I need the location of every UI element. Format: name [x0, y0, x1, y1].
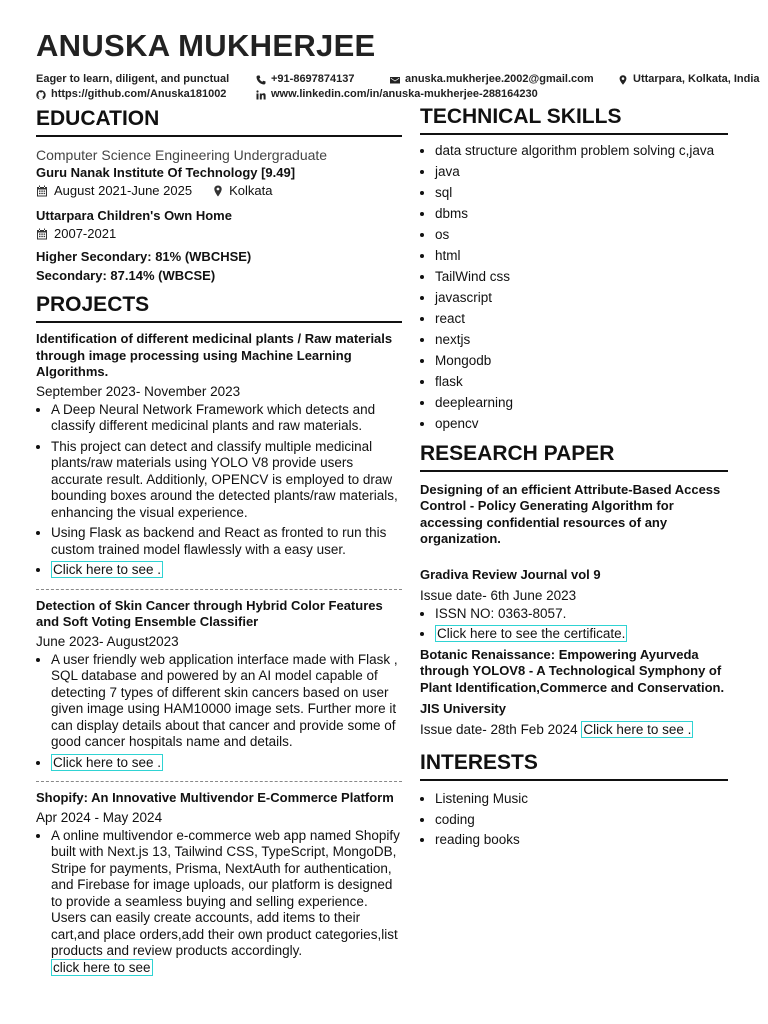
list-item: • coding: [435, 812, 728, 829]
left-column: [36, 106, 402, 984]
degree: Computer Science Engineering Undergraduate: [36, 147, 328, 163]
project-title: Shopify: An Innovative Multivendor E-Commerce Platform: [36, 790, 394, 805]
calendar-icon: [36, 185, 48, 197]
contact-block: [36, 72, 760, 104]
map-pin-icon: [618, 75, 628, 85]
skills-section: [420, 104, 728, 433]
paper-issue-date: Issue date- 28th Feb 2024 Click here to see .: [420, 722, 692, 737]
paper-link[interactable]: Click here to see .: [583, 722, 692, 737]
paper-journal: Gradiva Review Journal vol 9: [420, 566, 601, 582]
location: Uttarpara, Kolkata, India: [618, 72, 760, 87]
paper-title: Designing of an efficient Attribute-Based Access Control - Policy Generating Algorithm for accessing confidential resources of any organization.: [420, 481, 721, 546]
list-item: [435, 626, 728, 643]
divider: [36, 781, 402, 782]
project-link[interactable]: click here to see: [53, 959, 151, 975]
resume-page: [36, 24, 760, 975]
education-section: [36, 106, 402, 284]
school-name: Uttarpara Children's Own Home: [36, 208, 232, 223]
list-item: • html: [435, 248, 728, 265]
list-item: • A online multivendor e-commerce web app named Shopify built with Next.js 13, Tailwind CSS, TypeScript, MongoDB, Stripe for payments, Prisma, NextAuth for authentication, and Firebase for image uploads, our platform is designed to provide a seamless buying and selling experience. Users can easily create accounts, add items to their cart,and place orders,add their own product categories,list products and review products accordingly. click here to see: [51, 828, 402, 977]
education-heading: EDUCATION: [36, 106, 402, 137]
research-heading: RESEARCH PAPER: [420, 441, 728, 472]
college-name: Guru Nanak Institute Of Technology [9.49]: [36, 165, 296, 180]
list-item: • data structure algorithm problem solving c,java: [435, 143, 728, 160]
list-item: • Mongodb: [435, 353, 728, 370]
candidate-name: ANUSKA MUKHERJEE: [36, 28, 376, 63]
project-date: June 2023- August2023: [36, 633, 179, 649]
paper-title: Botanic Renaissance: Empowering Ayurveda through YOLOV8 - A Technological Symphony of Plant Identification,Commerce and Conservation.: [420, 646, 725, 695]
github-link[interactable]: https://github.com/Anuska181002: [36, 87, 226, 102]
linkedin-icon: [256, 90, 266, 100]
project-bullets: [36, 402, 402, 579]
higher-secondary: Higher Secondary: 81% (WBCHSE): [36, 249, 252, 264]
phone[interactable]: +91-8697874137: [256, 72, 355, 87]
project-item: [36, 790, 402, 976]
list-item: • dbms: [435, 206, 728, 223]
project-date: Apr 2024 - May 2024: [36, 809, 163, 825]
college-meta: August 2021-June 2025 Kolkata: [36, 181, 402, 201]
list-item: • ISSN NO: 0363-8057.: [435, 606, 728, 623]
project-link[interactable]: Click here to see .: [53, 754, 162, 770]
project-item: [36, 331, 402, 579]
project-bullets: [36, 652, 402, 772]
list-item: • deeplearning: [435, 395, 728, 412]
list-item: • reading books: [435, 832, 728, 849]
list-item: • sql: [435, 185, 728, 202]
skills-list: [420, 143, 728, 433]
linkedin-link[interactable]: www.linkedin.com/in/anuska-mukherjee-288164230: [256, 87, 538, 102]
calendar-icon: [36, 228, 48, 240]
right-column: [420, 104, 728, 857]
phone-icon: [256, 75, 266, 85]
envelope-icon: [390, 75, 400, 85]
list-item: • java: [435, 164, 728, 181]
list-item: • nextjs: [435, 332, 728, 349]
paper-issue-date: Issue date- 6th June 2023: [420, 587, 577, 603]
list-item: • This project can detect and classify multiple medicinal plants/raw materials using YOLO V8 provide users accurate result. Additionly, OPENCV is employed to draw bounding boxes around the detected plants/raw materials, enhancing the visual experience.: [51, 439, 402, 522]
project-title: Identification of different medicinal plants / Raw materials through image processing using Machine Learning Algorithms.: [36, 331, 393, 379]
interests-heading: INTERESTS: [420, 750, 728, 781]
list-item: • Listening Music: [435, 791, 728, 808]
github-icon: [36, 90, 46, 100]
map-pin-icon: [212, 185, 224, 197]
school-meta: 2007-2021: [36, 224, 402, 244]
email[interactable]: anuska.mukherjee.2002@gmail.com: [390, 72, 594, 87]
certificate-link[interactable]: Click here to see the certificate.: [437, 626, 626, 641]
projects-section: [36, 292, 402, 976]
tagline: Eager to learn, diligent, and punctual: [36, 73, 230, 85]
project-title: Detection of Skin Cancer through Hybrid Color Features and Soft Voting Ensemble Classifier: [36, 597, 383, 629]
divider: [36, 589, 402, 590]
list-item: • javascript: [435, 290, 728, 307]
paper-venue: JIS University: [420, 701, 506, 716]
list-item: • react: [435, 311, 728, 328]
list-item: • A user friendly web application interface made with Flask , SQL database and powered by an AI model capable of detecting 7 types of different skin cancers based on user given image using HAM10000 image sets. Further more it can display details about that cancer and provide some of good cancer hospitals name and details.: [51, 652, 402, 751]
paper-details: [420, 606, 728, 643]
research-section: [420, 441, 728, 739]
project-bullets: [36, 828, 402, 977]
secondary: Secondary: 87.14% (WBCSE): [36, 268, 216, 283]
projects-heading: PROJECTS: [36, 292, 402, 323]
project-item: [36, 598, 402, 772]
list-item: • Using Flask as backend and React as fronted to run this custom trained model flawlessly with a easy user.: [51, 525, 402, 558]
project-date: September 2023- November 2023: [36, 383, 241, 399]
list-item: [51, 562, 402, 579]
interests-section: [420, 750, 728, 849]
list-item: • TailWind css: [435, 269, 728, 286]
list-item: • opencv: [435, 416, 728, 433]
list-item: [51, 755, 402, 772]
list-item: • os: [435, 227, 728, 244]
list-item: • A Deep Neural Network Framework which detects and classify different medicinal plants and raw materials.: [51, 402, 402, 435]
skills-heading: TECHNICAL SKILLS: [420, 104, 728, 135]
project-link[interactable]: Click here to see .: [53, 562, 162, 577]
interests-list: [420, 791, 728, 849]
list-item: • flask: [435, 374, 728, 391]
